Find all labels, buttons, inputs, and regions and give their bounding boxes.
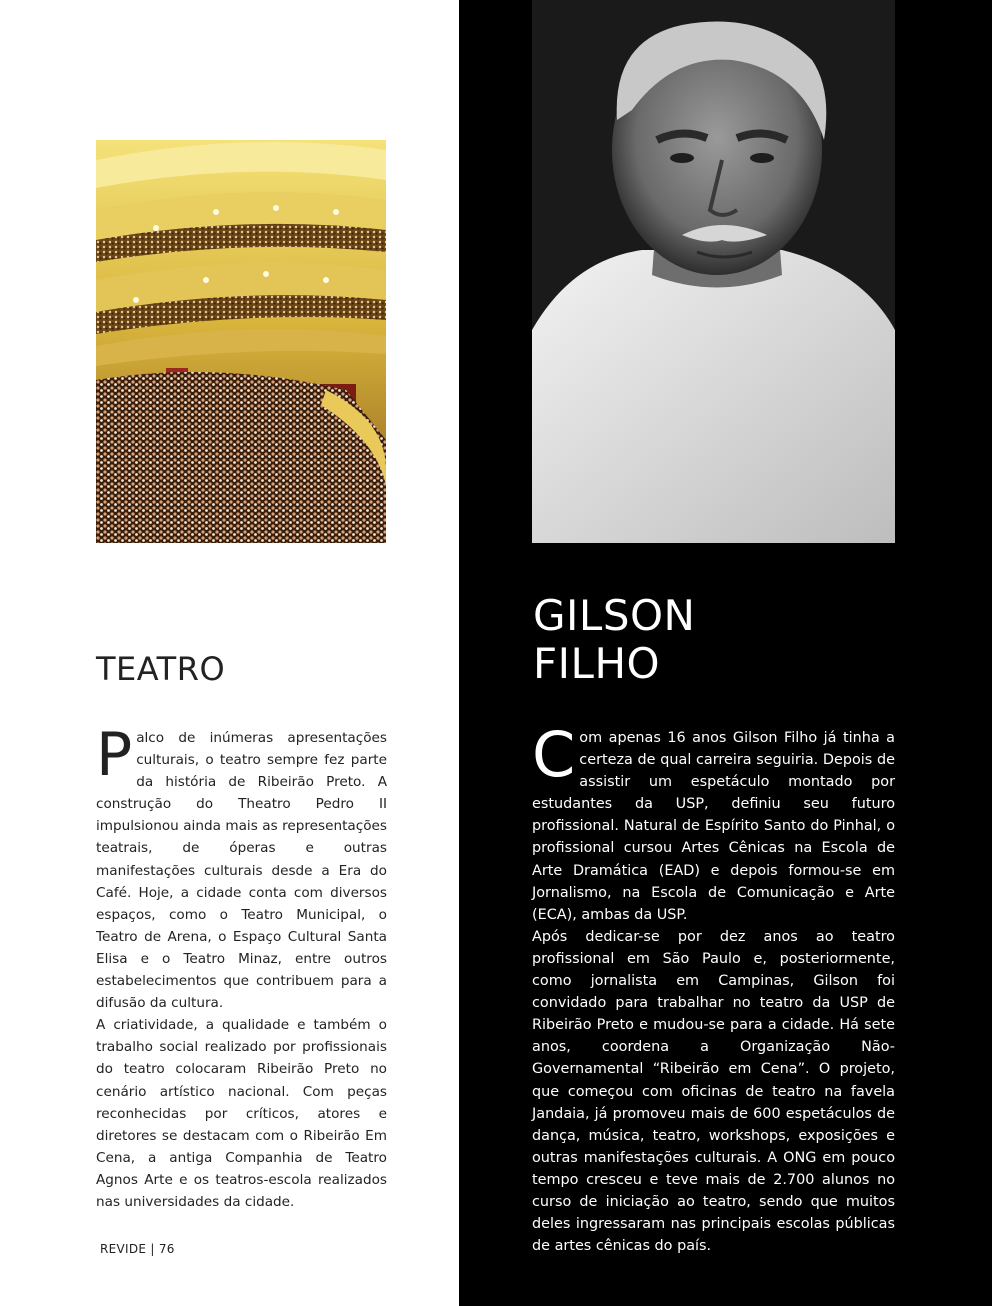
- gilson-filho-portrait-photo: [532, 0, 895, 543]
- gilson-dropcap: C: [532, 718, 576, 791]
- gilson-paragraph-1: [532, 718, 895, 926]
- gilson-title-line-2: FILHO: [533, 639, 661, 688]
- gilson-article-body: [532, 718, 895, 1257]
- teatro-title: TEATRO: [96, 650, 226, 688]
- gilson-paragraph-1-text: om apenas 16 anos Gilson Filho já tinha a certeza de qual carreira seguiria. Depois de assistir um espetáculo montado por estudantes da USP, definiu seu futuro profissional. Natural de Espírito Santo do Pinhal, o profissional cursou Artes Cênicas na Escola de Arte Dramática (EAD) e depois formou-se em Jornalismo, na Escola de Comunicação e Arte (ECA), ambas da USP.: [532, 730, 895, 923]
- teatro-paragraph-2: A criatividade, a qualidade e também o trabalho social realizado por profissionais do teatro colocaram Ribeirão Preto no cenário artístico nacional. Com peças reconhecidas por críticos, atores e diretores se destacam com o Ribeirão Em Cena, a antiga Companhia de Teatro Agnos Arte e os teatros-escola realizados nas universidades da cidade.: [96, 1017, 387, 1210]
- gilson-filho-title: [533, 592, 695, 688]
- gilson-paragraph-2: Após dedicar-se por dez anos ao teatro profissional em São Paulo e, posteriormente, como jornalista em Campinas, Gilson foi convidado para trabalhar no teatro da USP de Ribeirão Preto e mudou-se para a cidade. Há sete anos, coordena a Organização Não-Governamental “Ribeirão em Cena”. O projeto, que começou com oficinas de teatro na favela Jandaia, já promoveu mais de 600 espetáculos de dança, música, teatro, workshops, exposições e outras manifestações culturais. A ONG em pouco tempo cresceu e teve mais de 2.700 alunos no curso de iniciação ao teatro, sendo que muitos deles ingressaram nas principais escolas públicas de artes cênicas do país.: [532, 928, 895, 1255]
- teatro-paragraph-1-text: alco de inúmeras apresentações culturais, o teatro sempre fez parte da história de Ribeirão Preto. A construção do Theatro Pedro II impulsionou ainda mais as representações teatrais, de óperas e outras manifestações culturais desde a Era do Café. Hoje, a cidade conta com diversos espaços, como o Teatro Municipal, o Teatro de Arena, o Espaço Cultural Santa Elisa e o Teatro Minaz, entre outros estabelecimentos que contribuem para a difusão da cultura.: [96, 730, 387, 1012]
- teatro-article-body: [96, 720, 387, 1213]
- page-folio: REVIDE | 76: [100, 1242, 175, 1256]
- gilson-title-line-1: GILSON: [533, 591, 696, 640]
- theater-interior-photo: [96, 140, 386, 543]
- teatro-paragraph-1: [96, 720, 387, 1014]
- teatro-dropcap: P: [96, 720, 133, 790]
